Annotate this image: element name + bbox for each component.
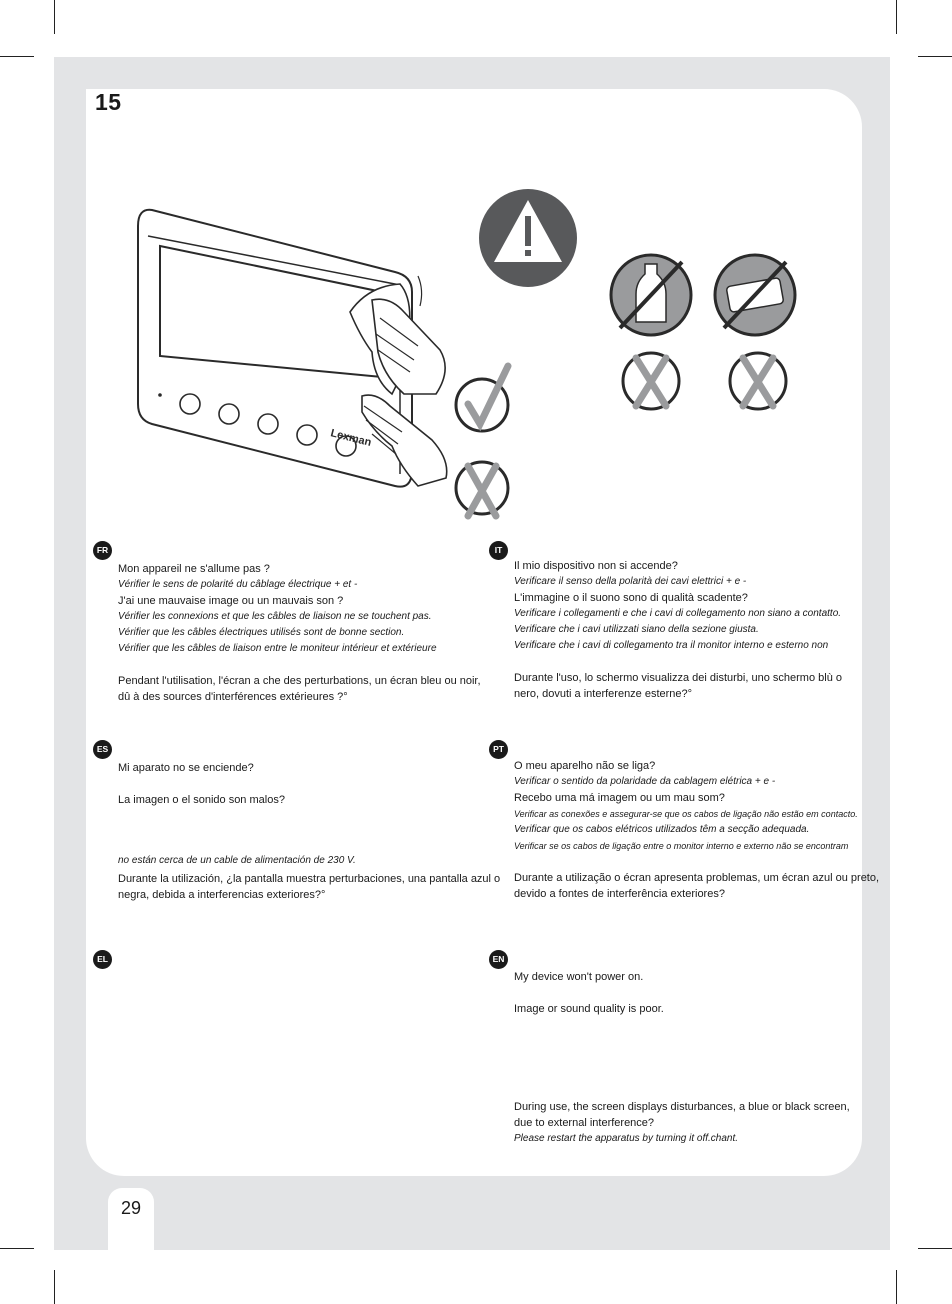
answer: Vérifier que les câbles électriques utilisés sont de bonne section. (118, 627, 405, 638)
language-badge-en: EN (489, 950, 508, 969)
question: negra, debida a interferencias exteriores?° (118, 889, 326, 901)
question: Mi aparato no se enciende? (118, 762, 254, 774)
check-icon (456, 366, 508, 431)
language-badge-pt: PT (489, 740, 508, 759)
question: Durante a utilização o écran apresenta problemas, um écran azul ou preto, (514, 872, 880, 884)
question: Image or sound quality is poor. (514, 1003, 664, 1015)
question: dû à des sources d'interférences extérieures ?° (118, 691, 348, 703)
question: Mon appareil ne s'allume pas ? (118, 563, 270, 575)
section-es (118, 760, 478, 808)
brand-logo: Lexman (329, 427, 373, 449)
section-pt (514, 758, 880, 902)
language-badge-fr: FR (93, 541, 112, 560)
answer: Verificar as conexões e assegurar-se que os cabos de ligação não estão em contacto. (514, 809, 858, 819)
section-en-continued (514, 1099, 874, 1147)
question: due to external interference? (514, 1117, 655, 1129)
illustration (0, 0, 952, 560)
question: My device won't power on. (514, 971, 644, 983)
question: O meu aparelho não se liga? (514, 760, 656, 772)
answer: Vérifier les connexions et que les câbles de liaison ne se touchent pas. (118, 611, 432, 622)
crop-mark (54, 1270, 55, 1304)
step-number: 15 (95, 89, 122, 115)
cross-icon (730, 353, 786, 409)
page-number: 29 (120, 1198, 142, 1218)
crop-mark (896, 1270, 897, 1304)
question: Pendant l'utilisation, l'écran a che des perturbations, un écran bleu ou noir, (118, 675, 481, 687)
answer: Verificare il senso della polarità dei cavi elettrici + e - (514, 576, 747, 587)
language-badge-it: IT (489, 541, 508, 560)
cross-icon (623, 353, 679, 409)
question: J'ai une mauvaise image ou un mauvais son ? (118, 595, 344, 607)
question: nero, dovuti a interferenze esterne?° (514, 688, 693, 700)
section-it (514, 558, 874, 702)
answer: Verificar se os cabos de ligação entre o monitor interno e externo não se encontram (514, 841, 849, 851)
question: During use, the screen displays disturbances, a blue or black screen, (514, 1101, 850, 1113)
crop-mark (0, 1248, 34, 1249)
question: devido a fontes de interferência exteriores? (514, 888, 725, 900)
question: L'immagine o il suono sono di qualità scadente? (514, 592, 748, 604)
answer: no están cerca de un cable de alimentación de 230 V. (118, 855, 356, 866)
cross-icon (456, 462, 508, 516)
answer: Verificar que os cabos elétricos utilizados têm a secção adequada. (514, 824, 810, 835)
answer: Vérifier que les câbles de liaison entre le moniteur intérieur et extérieure (118, 643, 437, 654)
warning-icon (479, 189, 577, 287)
language-badge-el: EL (93, 950, 112, 969)
question: Recebo uma má imagem ou um mau som? (514, 792, 725, 804)
section-es-continued (118, 853, 501, 903)
no-sponge-icon (715, 255, 795, 335)
answer: Verificar o sentido da polaridade da cablagem elétrica + e - (514, 776, 776, 787)
answer: Verificare che i cavi di collegamento tra il monitor interno e esterno non (514, 640, 829, 651)
question: Durante la utilización, ¿la pantalla muestra perturbaciones, una pantalla azul o (118, 873, 501, 885)
section-fr (118, 561, 481, 705)
answer: Verificare che i cavi utilizzati siano della sezione giusta. (514, 624, 759, 635)
language-badge-es: ES (93, 740, 112, 759)
question: Durante l'uso, lo schermo visualizza dei disturbi, uno schermo blù o (514, 672, 842, 684)
answer: Please restart the apparatus by turning it off.chant. (514, 1133, 739, 1144)
crop-mark (918, 1248, 952, 1249)
answer: Verificare i collegamenti e che i cavi di collegamento non siano a contatto. (514, 608, 842, 619)
no-bottle-icon (611, 255, 691, 335)
question: Il mio dispositivo non si accende? (514, 560, 678, 572)
question: La imagen o el sonido son malos? (118, 794, 285, 806)
answer: Vérifier le sens de polarité du câblage électrique + et - (118, 579, 358, 590)
section-en (514, 969, 874, 1017)
